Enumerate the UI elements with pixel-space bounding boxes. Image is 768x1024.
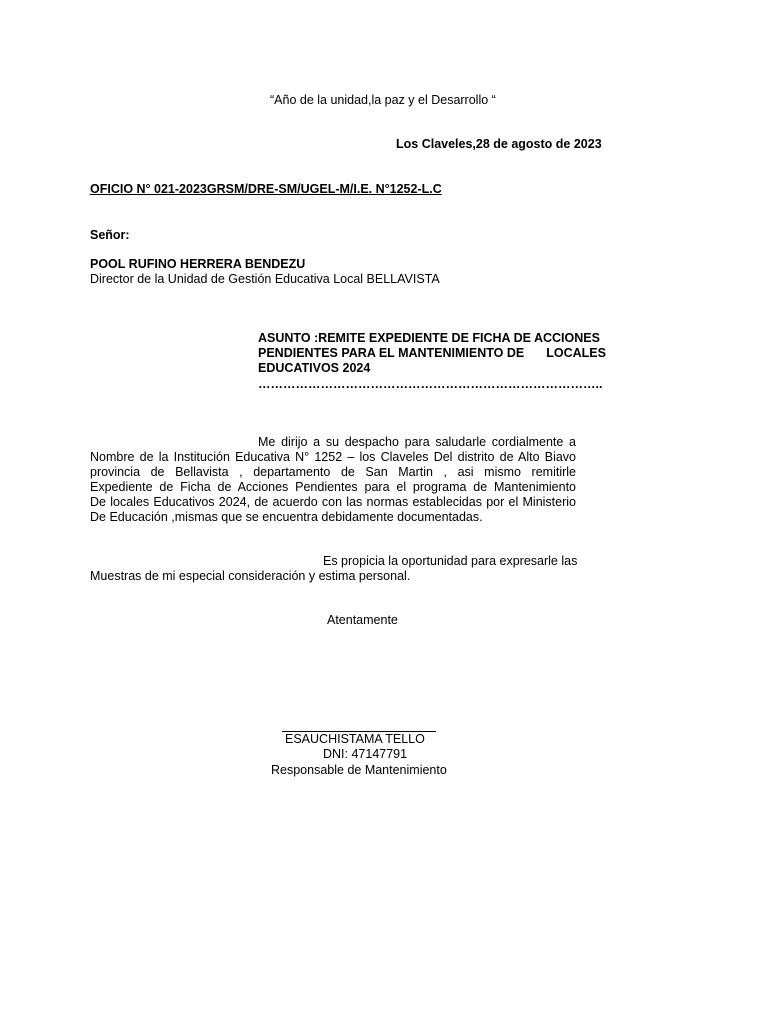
body1-line-3: provincia de Bellavista , departamento de San Martin , asi mismo remitirle <box>90 465 576 479</box>
asunto-line-2 <box>258 346 608 361</box>
body1-line-4: Expediente de Ficha de Acciones Pendientes para el programa de Mantenimiento <box>90 480 576 494</box>
body1-line-1: Me dirijo a su despacho para saludarle cordialmente a <box>258 435 576 449</box>
body-paragraph-2 <box>90 554 580 584</box>
asunto-dotted-line: ……………………………………………………………………….. <box>258 377 603 391</box>
signer-dni: DNI: 47147791 <box>323 747 408 761</box>
letter-motto: “Año de la unidad,la paz y el Desarrollo “ <box>270 93 496 107</box>
recipient-title: Director de la Unidad de Gestión Educativa Local BELLAVISTA <box>90 272 440 286</box>
closing: Atentamente <box>327 613 398 627</box>
signer-name: ESAUCHISTAMA TELLO <box>285 732 425 746</box>
body2-line-1: Es propicia la oportunidad para expresarle las <box>323 554 578 568</box>
asunto-line-1: ASUNTO :REMITE EXPEDIENTE DE FICHA DE ACCIONES <box>258 331 600 345</box>
recipient-name: POOL RUFINO HERRERA BENDEZU <box>90 257 306 271</box>
body1-line-2: Nombre de la Institución Educativa N° 1252 – los Claveles Del distrito de Alto Biavo <box>90 450 576 464</box>
oficio-reference: OFICIO N° 021-2023GRSM/DRE-SM/UGEL-M/I.E. N°1252-L.C <box>90 182 442 196</box>
signer-role: Responsable de Mantenimiento <box>271 763 447 777</box>
salutation: Señor: <box>90 228 130 242</box>
body1-line-5: De locales Educativos 2024, de acuerdo con las normas establecidas por el Ministerio <box>90 495 576 509</box>
asunto-line-2b: LOCALES <box>546 346 606 360</box>
asunto-line-2a: PENDIENTES PARA EL MANTENIMIENTO DE <box>258 346 525 360</box>
body2-line-2: Muestras de mi especial consideración y estima personal. <box>90 569 411 583</box>
asunto-block <box>258 331 608 376</box>
body1-line-6: De Educación ,mismas que se encuentra debidamente documentadas. <box>90 510 483 524</box>
date-line: Los Claveles,28 de agosto de 2023 <box>396 137 602 151</box>
body-paragraph-1 <box>90 435 576 525</box>
asunto-line-3: EDUCATIVOS 2024 <box>258 361 371 375</box>
